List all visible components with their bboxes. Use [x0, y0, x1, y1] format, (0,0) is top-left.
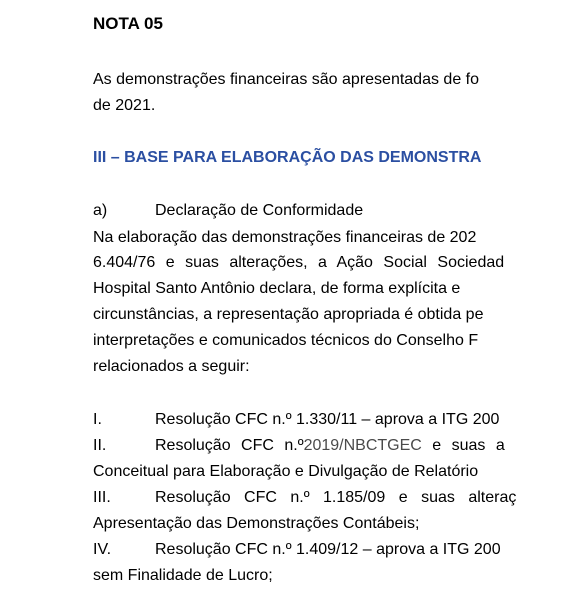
- list-item: [93, 436, 579, 456]
- section-heading: III – BASE PARA ELABORAÇÃO DAS DEMONSTRA: [93, 149, 482, 166]
- paragraph-line: interpretações e comunicados técnicos do Conselho F: [93, 332, 479, 349]
- list-item: [93, 540, 579, 560]
- subsection-heading: [93, 201, 579, 221]
- subsection-title: Declaração de Conformidade: [155, 202, 364, 219]
- paragraph-line: relacionados a seguir:: [93, 358, 250, 375]
- list-item-continuation: Apresentação das Demonstrações Contábeis;: [93, 515, 420, 532]
- list-item: [93, 488, 579, 508]
- intro-line-2: de 2021.: [93, 97, 156, 114]
- list-item-text: Resolução CFC n.º 1.330/11 – aprova a ITG 200: [155, 411, 500, 428]
- list-item-text: Resolução CFC n.º 1.409/12 – aprova a ITG 200: [155, 541, 501, 558]
- list-item-number: III.: [93, 489, 111, 506]
- list-item-text: Resolução CFC n.º 1.185/09 e suas alteraç: [155, 489, 517, 506]
- intro-line-1: As demonstrações financeiras são apresentadas de fo: [93, 71, 480, 88]
- list-item-text: Resolução CFC n.º: [155, 437, 304, 454]
- paragraph-line: 6.404/76 e suas alterações, a Ação Social Sociedad: [93, 254, 505, 271]
- list-item-text: e suas a: [421, 437, 505, 454]
- paragraph-line: circunstâncias, a representação apropriada é obtida pe: [93, 306, 484, 323]
- list-item-continuation: sem Finalidade de Lucro;: [93, 567, 273, 584]
- list-item-number: II.: [93, 437, 107, 454]
- list-item-continuation: Conceitual para Elaboração e Divulgação de Relatório: [93, 463, 479, 480]
- paragraph-line: Hospital Santo Antônio declara, de forma explícita e: [93, 280, 461, 297]
- list-item-number: I.: [93, 411, 102, 428]
- paragraph-line: Na elaboração das demonstrações financeiras de 202: [93, 229, 477, 246]
- subsection-label: a): [93, 202, 108, 219]
- list-item-reference: 2019/NBCTGEC: [303, 437, 422, 454]
- note-title: NOTA 05: [93, 14, 163, 33]
- list-item: [93, 410, 579, 430]
- list-item-number: IV.: [93, 541, 112, 558]
